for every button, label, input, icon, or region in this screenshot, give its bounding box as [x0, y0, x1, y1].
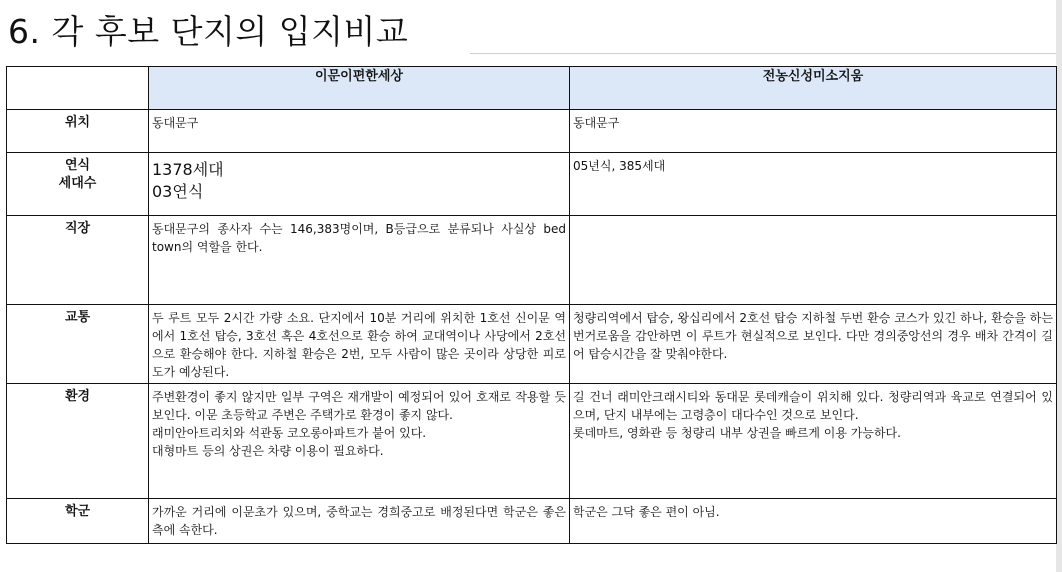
row-label: 연식 세대수 [7, 153, 149, 216]
table-row-environment [7, 384, 1057, 499]
page-title: 6. 각 후보 단지의 입지비교 [8, 12, 409, 51]
row-label: 직장 [7, 216, 149, 305]
table-row-workplace [7, 216, 1057, 305]
cell-complex-a: 동대문구의 종사자 수는 146,383명이며, B등급으로 분류되나 사실상 bed town의 역할을 한다. [149, 216, 570, 305]
row-label: 위치 [7, 110, 149, 153]
title-divider [470, 53, 1056, 54]
cell-complex-b: 길 건너 래미안크래시티와 동대문 롯데캐슬이 위치해 있다. 청량리역과 육교로 연결되어 있으며, 단지 내부에는 고령층이 대다수인 것으로 보인다. 롯데마트, 영화관 등 청량리 내부 상권을 빠르게 이용 가능하다. [570, 384, 1057, 499]
cell-complex-b: 청량리역에서 탑승, 왕십리에서 2호선 탑승 지하철 두번 환승 코스가 있긴 하나, 환승을 하는 번거로움을 감안하면 이 루트가 현실적으로 보인다. 다만 경의중앙선의 경우 배차 간격이 길어 탑승시간을 잘 맞춰야한다. [570, 305, 1057, 384]
header-corner-cell [7, 67, 149, 110]
row-label: 환경 [7, 384, 149, 499]
table-row-transport [7, 305, 1057, 384]
cell-complex-a: 동대문구 [149, 110, 570, 153]
row-label: 학군 [7, 499, 149, 544]
cell-complex-b [570, 216, 1057, 305]
cell-complex-a: 주변환경이 좋지 않지만 일부 구역은 재개발이 예정되어 있어 호재로 작용할 듯 보인다. 이문 초등학교 주변은 주택가로 환경이 좋지 않다. 래미안아트리치와 석관동 코오롱아파트가 붙어 있다. 대형마트 등의 상권은 차량 이용이 필요하다. [149, 384, 570, 499]
table-row-school-district [7, 499, 1057, 544]
row-label: 교통 [7, 305, 149, 384]
table-row-location [7, 110, 1057, 153]
cell-complex-b: 동대문구 [570, 110, 1057, 153]
header-complex-a: 이문이편한세상 [149, 67, 570, 110]
cell-complex-a: 1378세대 03연식 [149, 153, 570, 216]
comparison-table [6, 66, 1057, 544]
header-complex-b: 전농신성미소지움 [570, 67, 1057, 110]
cell-complex-b: 05년식, 385세대 [570, 153, 1057, 216]
cell-complex-a: 가까운 거리에 이문초가 있으며, 중학교는 경희중고로 배정된다면 학군은 좋은 측에 속한다. [149, 499, 570, 544]
cell-complex-b: 학군은 그닥 좋은 편이 아님. [570, 499, 1057, 544]
table-header-row [7, 67, 1057, 110]
cell-complex-a: 두 루트 모두 2시간 가량 소요. 단지에서 10분 거리에 위치한 1호선 신이문 역에서 1호선 탑승, 3호선 혹은 4호선으로 환승 하여 교대역이나 사당에서 2호선으로 환승해야 한다. 지하철 환승은 2번, 모두 사람이 많은 곳이라 상당한 피로도가 예상된다. [149, 305, 570, 384]
table-row-year-households [7, 153, 1057, 216]
